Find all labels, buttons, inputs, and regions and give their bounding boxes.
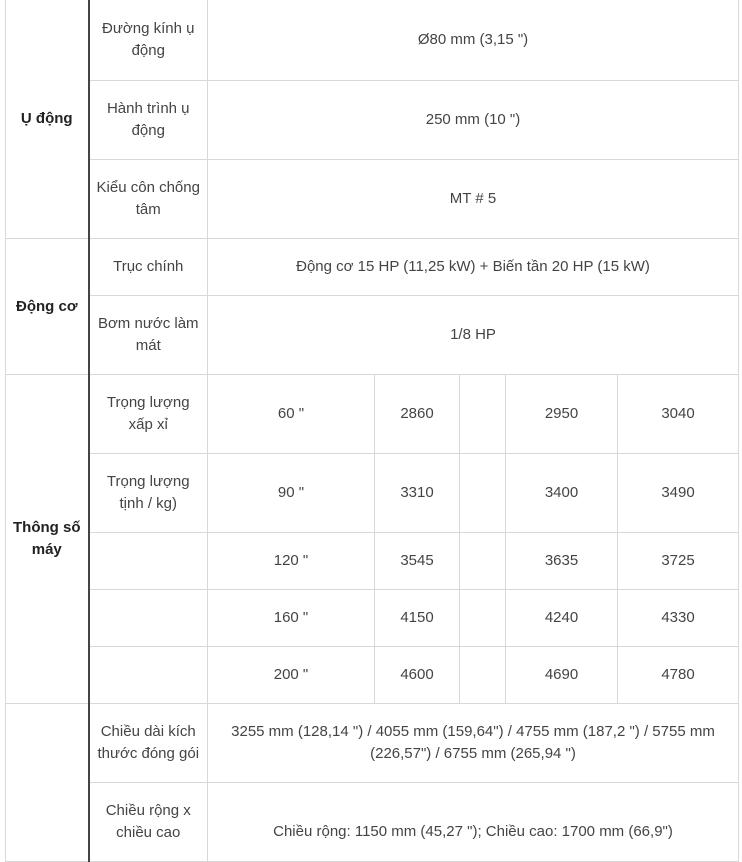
weight-value: 3490 <box>618 454 739 533</box>
table-row <box>6 783 739 862</box>
spec-table <box>5 0 739 862</box>
table-row <box>6 160 739 239</box>
weight-size: 90 " <box>208 454 375 533</box>
row-label: Hành trình ụ động <box>89 81 208 160</box>
weight-value: 3545 <box>375 533 460 590</box>
row-value: Động cơ 15 HP (11,25 kW) + Biến tần 20 HP (15 kW) <box>208 239 739 296</box>
table-row <box>6 81 739 160</box>
weight-value <box>460 533 506 590</box>
table-row <box>6 590 739 647</box>
row-label-empty <box>89 533 208 590</box>
group-label-u-dong: Ụ động <box>6 0 89 239</box>
weight-size: 160 " <box>208 590 375 647</box>
row-value: 3255 mm (128,14 ") / 4055 mm (159,64") / 4755 mm (187,2 ") / 5755 mm (226,57") / 6755 mm (265,94 ") <box>208 704 739 783</box>
row-label-empty <box>89 647 208 704</box>
weight-value: 4600 <box>375 647 460 704</box>
row-label-empty <box>89 590 208 647</box>
row-value: Chiều rộng: 1150 mm (45,27 "); Chiều cao: 1700 mm (66,9") <box>208 783 739 862</box>
row-value: MT # 5 <box>208 160 739 239</box>
weight-value: 3635 <box>506 533 618 590</box>
table-row <box>6 533 739 590</box>
weight-size: 200 " <box>208 647 375 704</box>
group-label-empty <box>6 704 89 862</box>
table-row <box>6 375 739 454</box>
row-value: 1/8 HP <box>208 296 739 375</box>
weight-value: 3310 <box>375 454 460 533</box>
table-row <box>6 704 739 783</box>
table-row <box>6 0 739 81</box>
table-row <box>6 454 739 533</box>
table-row <box>6 239 739 296</box>
row-label: Trục chính <box>89 239 208 296</box>
weight-value: 2950 <box>506 375 618 454</box>
weight-value: 4240 <box>506 590 618 647</box>
row-label: Chiều dài kích thước đóng gói <box>89 704 208 783</box>
weight-value: 4330 <box>618 590 739 647</box>
weight-value: 2860 <box>375 375 460 454</box>
row-value: 250 mm (10 ") <box>208 81 739 160</box>
row-value: Ø80 mm (3,15 ") <box>208 0 739 81</box>
table-row <box>6 296 739 375</box>
weight-value: 3400 <box>506 454 618 533</box>
row-label: Trọng lượng xấp xỉ <box>89 375 208 454</box>
weight-size: 120 " <box>208 533 375 590</box>
row-label: Đường kính ụ động <box>89 0 208 81</box>
weight-value <box>460 590 506 647</box>
weight-size: 60 " <box>208 375 375 454</box>
weight-value: 3725 <box>618 533 739 590</box>
group-label-thong-so-may: Thông số máy <box>6 375 89 704</box>
row-label: Trọng lượng tịnh / kg) <box>89 454 208 533</box>
row-label: Kiểu côn chống tâm <box>89 160 208 239</box>
weight-value: 4150 <box>375 590 460 647</box>
weight-value <box>460 647 506 704</box>
group-label-dong-co: Động cơ <box>6 239 89 375</box>
table-row <box>6 647 739 704</box>
weight-value <box>460 454 506 533</box>
row-label: Bơm nước làm mát <box>89 296 208 375</box>
row-label: Chiều rộng x chiều cao <box>89 783 208 862</box>
weight-value: 4780 <box>618 647 739 704</box>
weight-value: 4690 <box>506 647 618 704</box>
weight-value: 3040 <box>618 375 739 454</box>
weight-value <box>460 375 506 454</box>
